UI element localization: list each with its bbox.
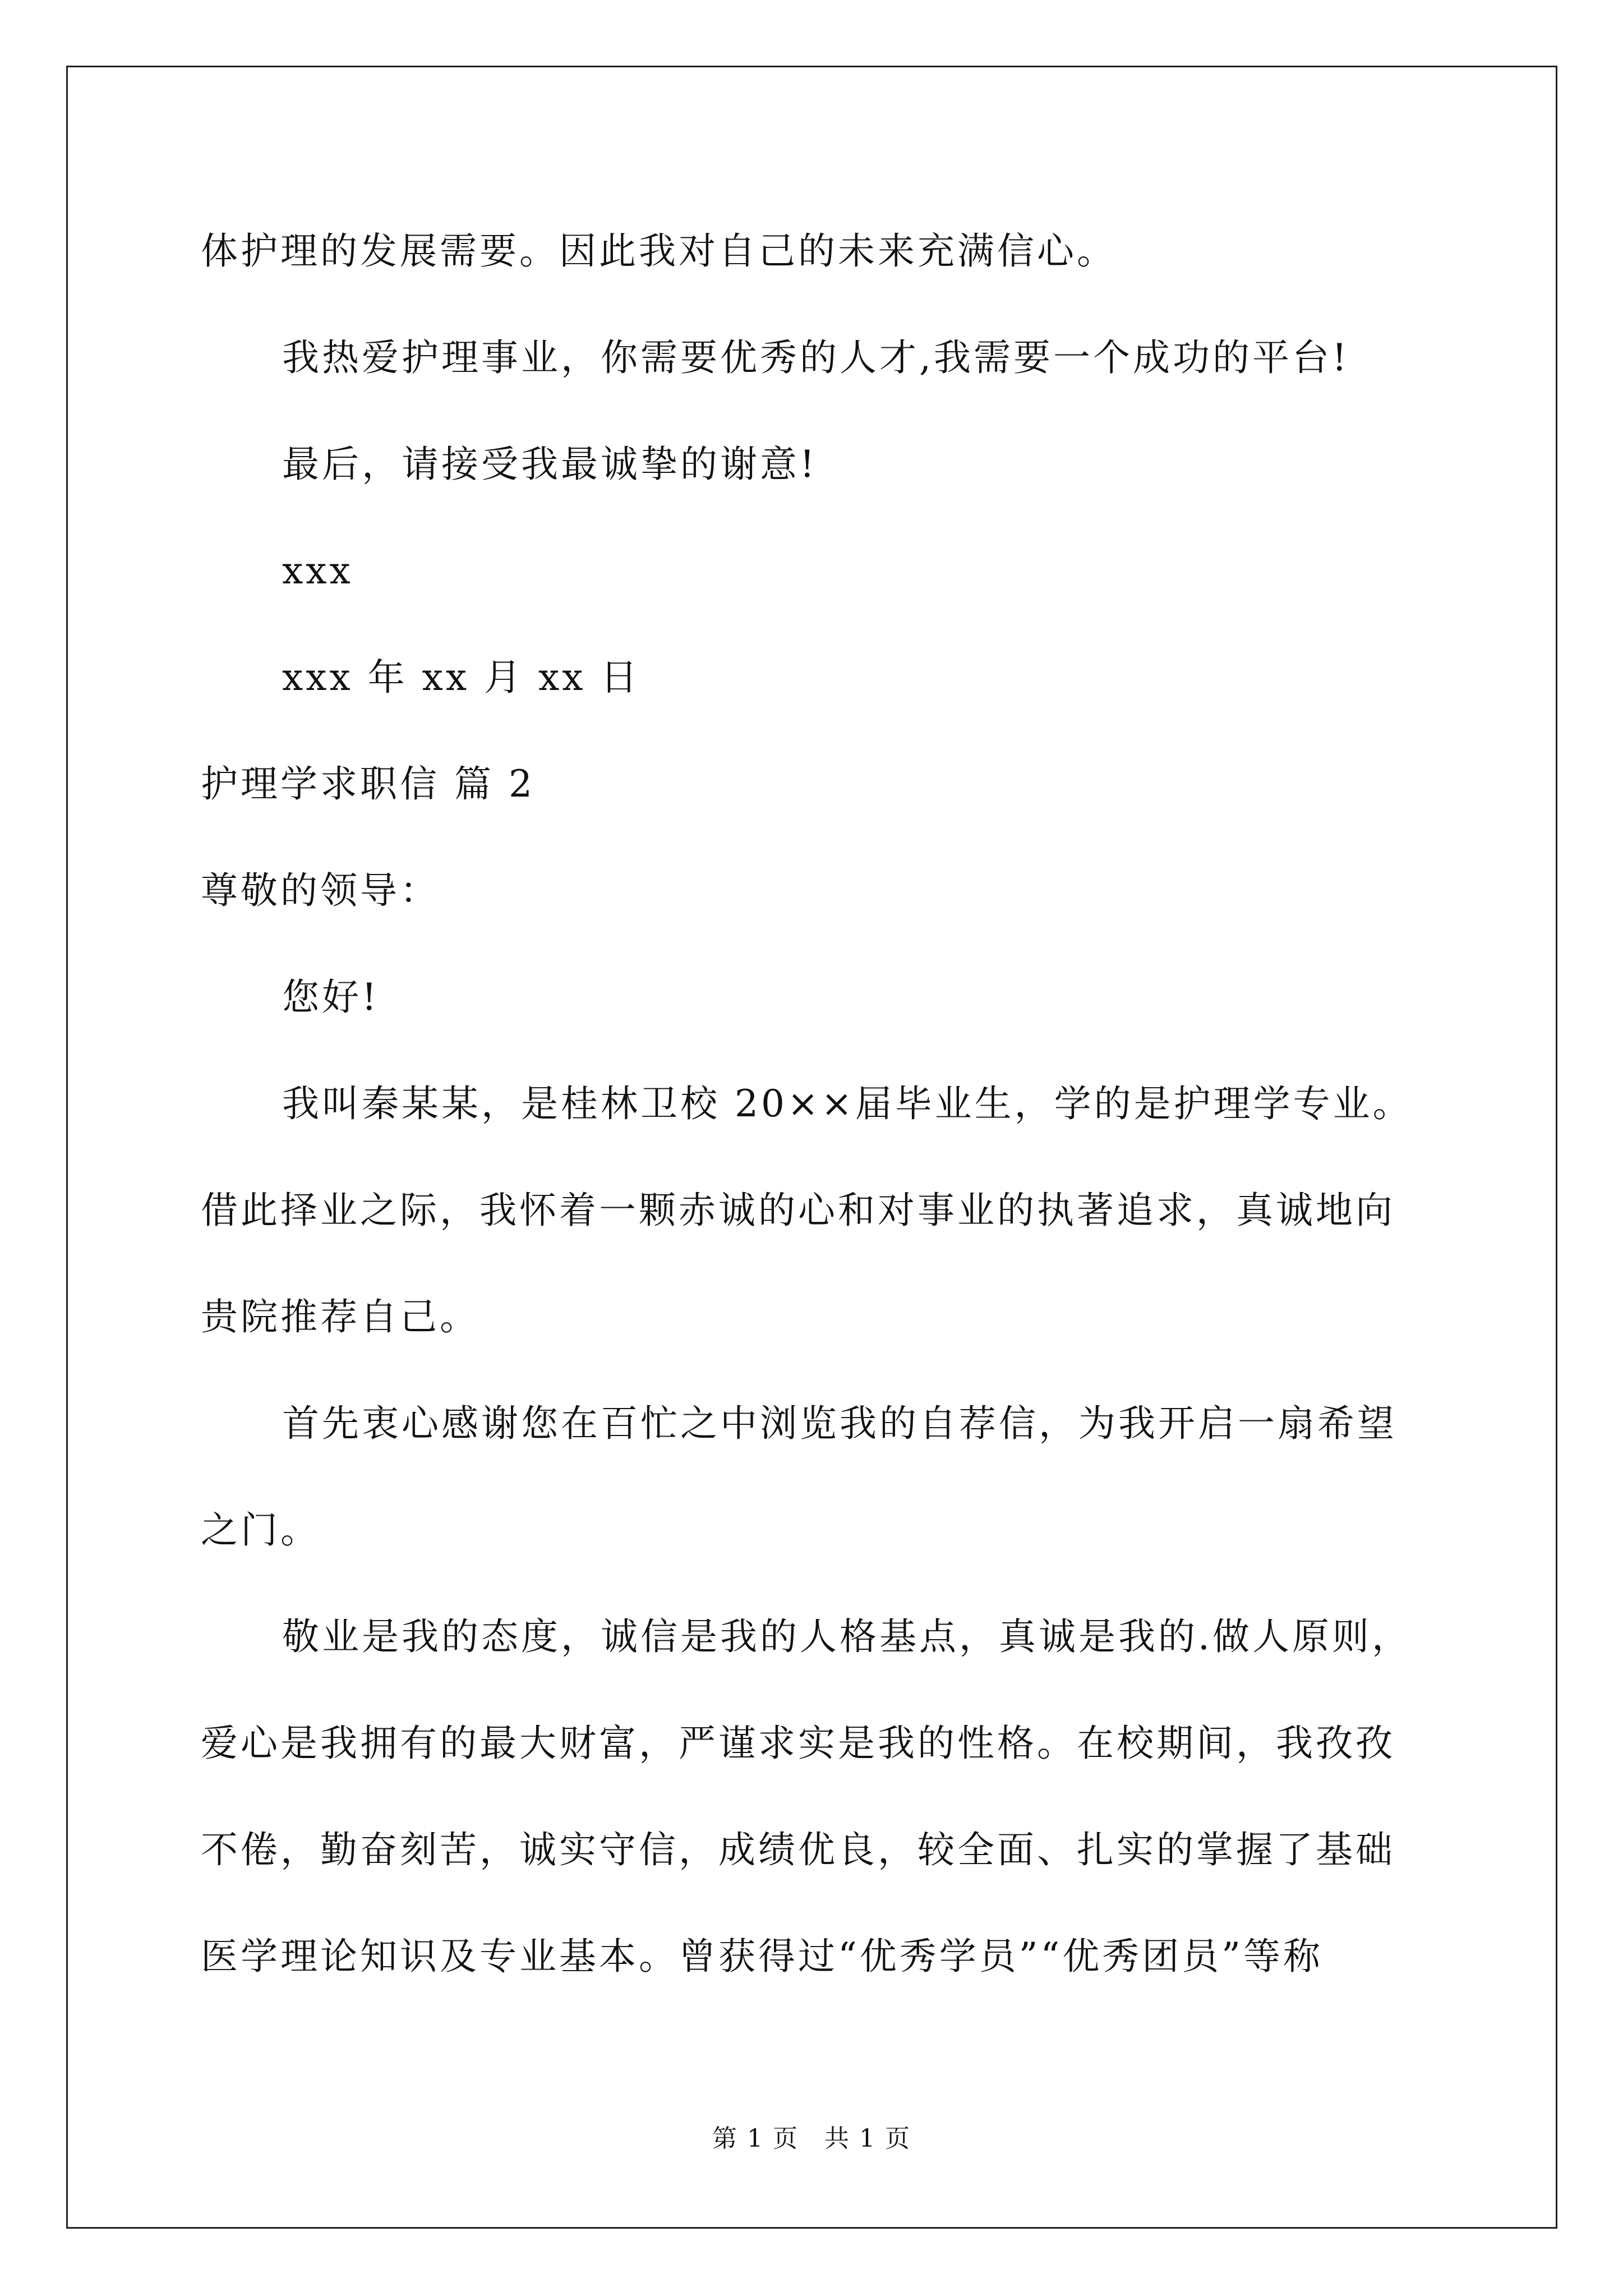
text-line: 医学理论知识及专业基本。曾获得过“优秀学员”“优秀团员”等称 bbox=[201, 1935, 1323, 1978]
text-line: 不倦，勤奋刻苦，诚实守信，成绩优良，较全面、扎实的掌握了基础 bbox=[201, 1828, 1395, 1871]
text-line: 我叫秦某某，是桂林卫校 20××届毕业生，学的是护理学专业。 bbox=[282, 1082, 1413, 1125]
text-line: 借此择业之际，我怀着一颗赤诚的心和对事业的执著追求，真诚地向 bbox=[201, 1189, 1395, 1232]
text-line: 之门。 bbox=[201, 1508, 320, 1552]
text-line: 贵院推荐自己。 bbox=[201, 1295, 479, 1338]
page-number: 第 1 页 共 1 页 bbox=[712, 2124, 911, 2153]
salutation: 尊敬的领导： bbox=[201, 869, 440, 912]
text-line: 首先衷心感谢您在百忙之中浏览我的自荐信，为我开启一扇希望 bbox=[282, 1402, 1397, 1445]
text-line: 我热爱护理事业，你需要优秀的人才,我需要一个成功的平台! bbox=[282, 336, 1350, 379]
greeting: 您好! bbox=[282, 976, 380, 1019]
text-line: 最后，请接受我最诚挚的谢意! bbox=[282, 443, 818, 486]
text-line: 体护理的发展需要。因此我对自己的未来充满信心。 bbox=[201, 229, 1117, 273]
text-line: 爱心是我拥有的最大财富，严谨求实是我的性格。在校期间，我孜孜 bbox=[201, 1722, 1395, 1765]
page-border bbox=[66, 66, 1557, 2229]
text-line: 敬业是我的态度，诚信是我的人格基点，真诚是我的.做人原则， bbox=[282, 1615, 1412, 1658]
signature-name: xxx bbox=[282, 549, 353, 592]
signature-date: xxx 年 xx 月 xx 日 bbox=[282, 656, 640, 699]
section-heading: 护理学求职信 篇 2 bbox=[201, 762, 535, 806]
